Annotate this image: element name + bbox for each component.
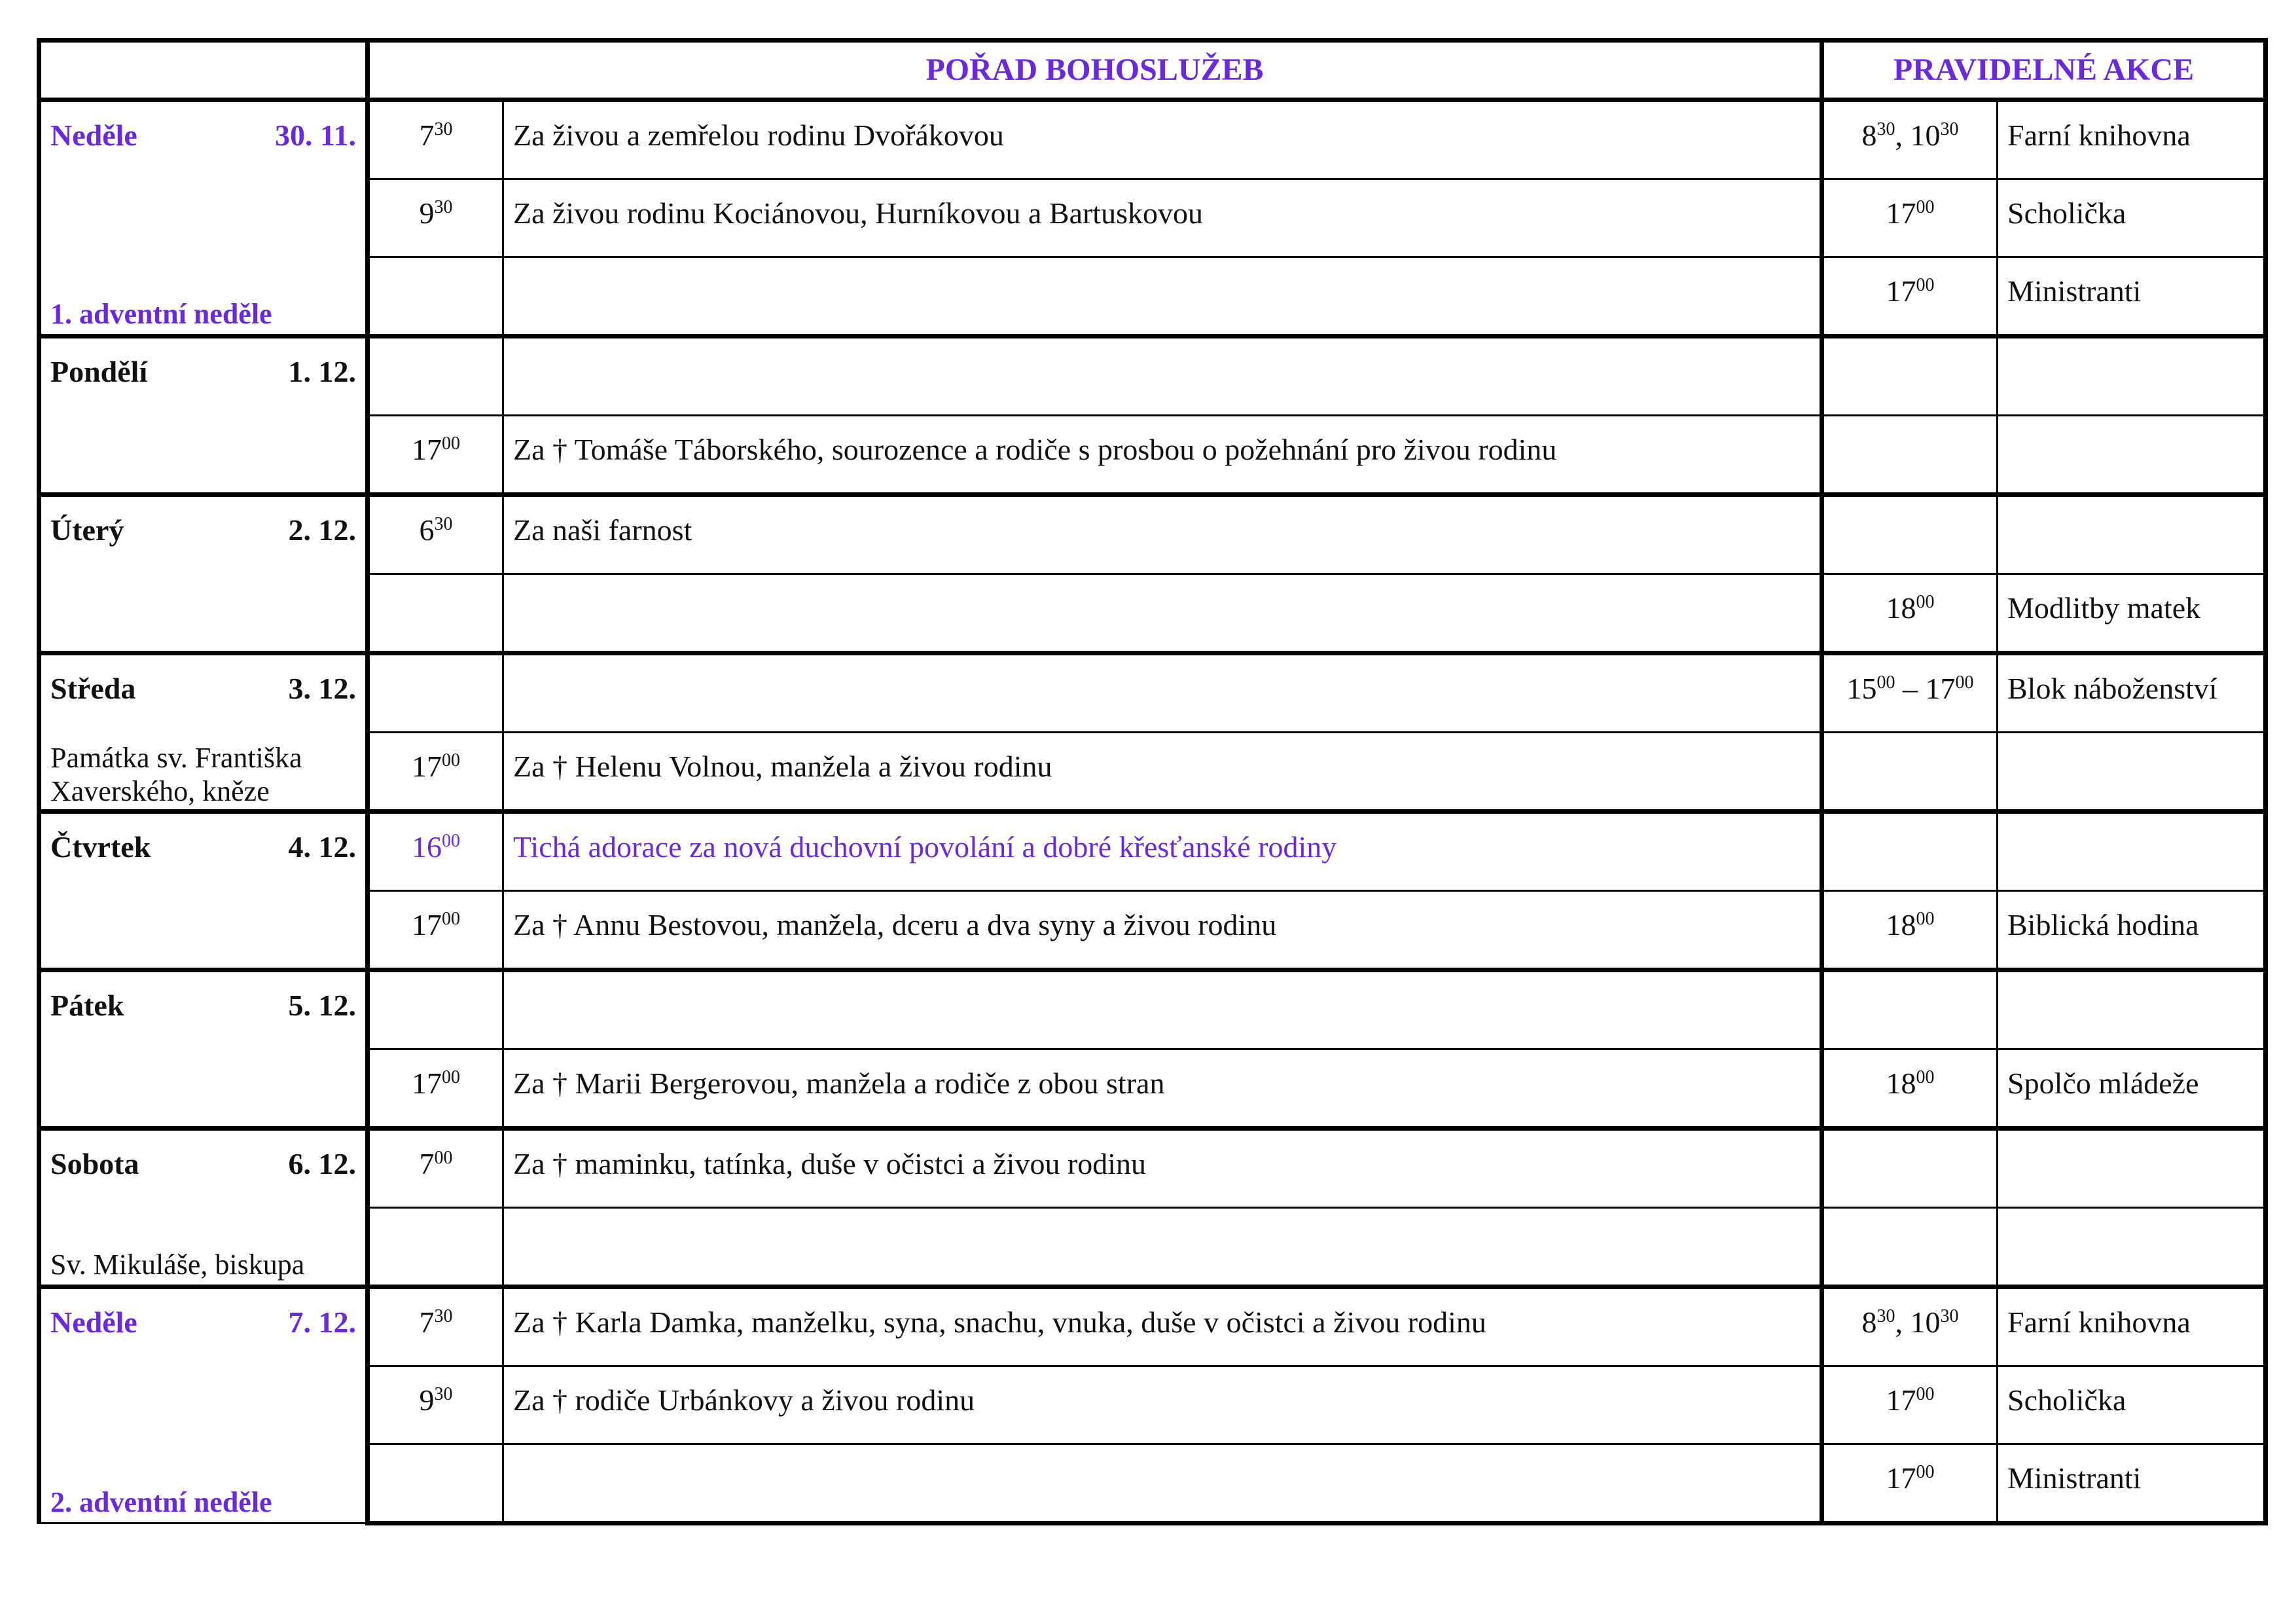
event-name-cell bbox=[1998, 812, 2266, 891]
mass-intention-cell bbox=[503, 653, 1822, 733]
event-name-cell bbox=[1998, 416, 2266, 495]
day-cell bbox=[39, 1129, 368, 1287]
event-time-cell bbox=[1822, 1444, 1998, 1523]
event-time-cell bbox=[1822, 1208, 1998, 1287]
event-time-cell bbox=[1822, 1287, 1998, 1366]
mass-intention-cell: Za † Marii Bergerovou, manžela a rodiče z obou stran bbox=[503, 1049, 1822, 1129]
time-minutes: 00 bbox=[442, 433, 460, 454]
schedule-row bbox=[39, 970, 2266, 1049]
event-time-cell bbox=[1822, 179, 1998, 257]
event-name-cell: Ministranti bbox=[1998, 1444, 2266, 1523]
time-separator: , bbox=[1895, 119, 1910, 152]
time-minutes: 30 bbox=[434, 514, 453, 534]
feast-label: 2. adventní neděle bbox=[50, 1486, 272, 1519]
time-hours: 6 bbox=[419, 513, 435, 547]
time-minutes: 00 bbox=[1916, 1067, 1935, 1087]
time-hours: 17 bbox=[1886, 1461, 1916, 1495]
mass-time-cell bbox=[368, 574, 503, 653]
mass-intention-cell bbox=[503, 257, 1822, 337]
mass-intention-cell bbox=[503, 337, 1822, 416]
schedule-row bbox=[39, 653, 2266, 733]
header-events: PRAVIDELNÉ AKCE bbox=[1822, 41, 2266, 100]
time-separator: – bbox=[1895, 672, 1926, 705]
event-name-cell: Scholička bbox=[1998, 1366, 2266, 1444]
time-hours: 9 bbox=[419, 196, 435, 230]
mass-time-cell bbox=[368, 1208, 503, 1287]
schedule-row bbox=[39, 1287, 2266, 1366]
event-time-cell bbox=[1822, 1129, 1998, 1208]
day-date: 6. 12. bbox=[288, 1147, 356, 1180]
event-time-cell bbox=[1822, 733, 1998, 812]
schedule-row bbox=[39, 891, 2266, 970]
mass-intention-cell: Za † Karla Damka, manželku, syna, snachu, vnuka, duše v očistci a živou rodinu bbox=[503, 1287, 1822, 1366]
time-hours: 8 bbox=[1861, 1305, 1877, 1339]
mass-intention-cell: Za † rodiče Urbánkovy a živou rodinu bbox=[503, 1366, 1822, 1444]
day-name: Čtvrtek bbox=[50, 830, 151, 864]
time-hours: 15 bbox=[1846, 672, 1877, 705]
event-name-cell: Blok náboženství bbox=[1998, 653, 2266, 733]
time-minutes: 30 bbox=[1876, 119, 1895, 139]
day-name: Neděle bbox=[50, 119, 137, 152]
time-minutes: 00 bbox=[1916, 197, 1935, 217]
time-minutes: 00 bbox=[1955, 672, 1974, 693]
time-minutes: 30 bbox=[1940, 1306, 1959, 1326]
time-minutes: 00 bbox=[434, 1148, 453, 1168]
mass-intention-cell: Za živou a zemřelou rodinu Dvořákovou bbox=[503, 100, 1822, 179]
day-cell bbox=[39, 495, 368, 653]
time-hours: 18 bbox=[1886, 1067, 1916, 1100]
mass-intention-cell: Za naši farnost bbox=[503, 495, 1822, 574]
time-hours: 16 bbox=[412, 830, 442, 864]
schedule-row bbox=[39, 100, 2266, 179]
day-cell bbox=[39, 812, 368, 970]
time-minutes: 00 bbox=[442, 831, 460, 851]
mass-intention-cell bbox=[503, 574, 1822, 653]
day-name: Pondělí bbox=[50, 355, 148, 388]
event-name-cell: Farní knihovna bbox=[1998, 1287, 2266, 1366]
mass-time-cell bbox=[368, 1444, 503, 1523]
day-name: Středa bbox=[50, 672, 136, 705]
time-hours: 18 bbox=[1886, 908, 1916, 941]
schedule-row bbox=[39, 1129, 2266, 1208]
event-name-cell: Ministranti bbox=[1998, 257, 2266, 337]
schedule-page bbox=[37, 38, 2263, 1525]
time-minutes: 00 bbox=[1916, 1384, 1935, 1404]
day-date: 1. 12. bbox=[288, 355, 356, 388]
header-schedule: POŘAD BOHOSLUŽEB bbox=[368, 41, 1822, 100]
schedule-body bbox=[39, 41, 2266, 1523]
schedule-row bbox=[39, 1208, 2266, 1287]
mass-intention-cell bbox=[503, 970, 1822, 1049]
mass-time-cell bbox=[368, 1049, 503, 1129]
mass-time-cell bbox=[368, 1287, 503, 1366]
time-hours: 7 bbox=[419, 1305, 435, 1339]
time-minutes: 30 bbox=[434, 1384, 453, 1404]
mass-time-cell bbox=[368, 1366, 503, 1444]
time-hours: 8 bbox=[1861, 119, 1877, 152]
time-hours: 18 bbox=[1886, 591, 1916, 625]
day-cell bbox=[39, 653, 368, 812]
feast-label: Sv. Mikuláše, biskupa bbox=[50, 1249, 305, 1281]
mass-time-cell bbox=[368, 970, 503, 1049]
mass-time-cell bbox=[368, 812, 503, 891]
time-separator: , bbox=[1895, 1305, 1910, 1339]
event-name-cell: Farní knihovna bbox=[1998, 100, 2266, 179]
mass-intention-cell: Za † Annu Bestovou, manžela, dceru a dva syny a živou rodinu bbox=[503, 891, 1822, 970]
mass-time-cell bbox=[368, 1129, 503, 1208]
mass-intention-cell: Za † maminku, tatínka, duše v očistci a živou rodinu bbox=[503, 1129, 1822, 1208]
time-hours: 17 bbox=[412, 908, 442, 941]
mass-intention-cell: Za živou rodinu Kociánovou, Hurníkovou a Bartuskovou bbox=[503, 179, 1822, 257]
schedule-row bbox=[39, 733, 2266, 812]
event-time-cell bbox=[1822, 1049, 1998, 1129]
event-time-cell bbox=[1822, 812, 1998, 891]
schedule-row bbox=[39, 257, 2266, 337]
event-name-cell bbox=[1998, 337, 2266, 416]
event-name-cell bbox=[1998, 495, 2266, 574]
mass-intention-cell: Za † Tomáše Táborského, sourozence a rodiče s prosbou o požehnání pro živou rodinu bbox=[503, 416, 1822, 495]
event-name-cell bbox=[1998, 970, 2266, 1049]
schedule-table bbox=[37, 38, 2268, 1525]
event-name-cell: Biblická hodina bbox=[1998, 891, 2266, 970]
time-minutes: 00 bbox=[442, 909, 460, 929]
time-hours: 17 bbox=[412, 750, 442, 783]
event-time-cell bbox=[1822, 891, 1998, 970]
time-minutes: 30 bbox=[1876, 1306, 1895, 1326]
time-hours: 17 bbox=[412, 1067, 442, 1100]
day-date: 30. 11. bbox=[275, 119, 356, 152]
feast-label: Památka sv. Františka Xaverského, kněze bbox=[50, 742, 302, 807]
event-name-cell bbox=[1998, 1129, 2266, 1208]
mass-time-cell bbox=[368, 416, 503, 495]
header-blank-cell bbox=[39, 41, 368, 100]
schedule-row bbox=[39, 1444, 2266, 1523]
time-minutes: 30 bbox=[434, 1306, 453, 1326]
day-cell bbox=[39, 337, 368, 495]
schedule-row bbox=[39, 1049, 2266, 1129]
event-name-cell: Modlitby matek bbox=[1998, 574, 2266, 653]
event-time-cell bbox=[1822, 574, 1998, 653]
mass-time-cell bbox=[368, 891, 503, 970]
time-hours: 10 bbox=[1910, 119, 1941, 152]
time-minutes: 30 bbox=[434, 197, 453, 217]
day-name: Sobota bbox=[50, 1147, 139, 1180]
event-time-cell bbox=[1822, 970, 1998, 1049]
mass-time-cell bbox=[368, 257, 503, 337]
schedule-row bbox=[39, 1366, 2266, 1444]
time-minutes: 00 bbox=[1916, 1462, 1935, 1482]
time-minutes: 30 bbox=[434, 119, 453, 139]
mass-intention-cell: Za † Helenu Volnou, manžela a živou rodinu bbox=[503, 733, 1822, 812]
day-cell bbox=[39, 100, 368, 337]
schedule-row bbox=[39, 812, 2266, 891]
header-row bbox=[39, 41, 2266, 100]
day-cell bbox=[39, 970, 368, 1129]
time-minutes: 30 bbox=[1940, 119, 1959, 139]
event-name-cell: Spolčo mládeže bbox=[1998, 1049, 2266, 1129]
time-hours: 17 bbox=[1886, 196, 1916, 230]
day-date: 2. 12. bbox=[288, 513, 356, 547]
time-minutes: 00 bbox=[442, 750, 460, 771]
event-time-cell bbox=[1822, 337, 1998, 416]
event-time-cell bbox=[1822, 1366, 1998, 1444]
event-name-cell bbox=[1998, 733, 2266, 812]
schedule-row bbox=[39, 337, 2266, 416]
event-time-cell bbox=[1822, 495, 1998, 574]
mass-time-cell bbox=[368, 179, 503, 257]
mass-time-cell bbox=[368, 495, 503, 574]
event-name-cell: Scholička bbox=[1998, 179, 2266, 257]
mass-intention-cell: Tichá adorace za nová duchovní povolání a dobré křesťanské rodiny bbox=[503, 812, 1822, 891]
day-date: 3. 12. bbox=[288, 672, 356, 705]
event-time-cell bbox=[1822, 100, 1998, 179]
time-hours: 17 bbox=[1925, 672, 1956, 705]
event-time-cell bbox=[1822, 257, 1998, 337]
time-hours: 17 bbox=[1886, 274, 1916, 308]
time-minutes: 00 bbox=[1876, 672, 1895, 693]
schedule-row bbox=[39, 574, 2266, 653]
mass-time-cell bbox=[368, 100, 503, 179]
time-hours: 10 bbox=[1910, 1305, 1941, 1339]
day-date: 4. 12. bbox=[288, 830, 356, 864]
day-date: 5. 12. bbox=[288, 989, 356, 1022]
time-hours: 9 bbox=[419, 1383, 435, 1417]
time-minutes: 00 bbox=[442, 1067, 460, 1087]
mass-intention-cell bbox=[503, 1208, 1822, 1287]
day-name: Pátek bbox=[50, 989, 124, 1022]
time-hours: 17 bbox=[412, 433, 442, 466]
schedule-row bbox=[39, 416, 2266, 495]
mass-time-cell bbox=[368, 653, 503, 733]
time-hours: 7 bbox=[419, 1147, 435, 1180]
time-hours: 17 bbox=[1886, 1383, 1916, 1417]
day-cell bbox=[39, 1287, 368, 1523]
mass-time-cell bbox=[368, 733, 503, 812]
day-date: 7. 12. bbox=[288, 1305, 356, 1339]
schedule-row bbox=[39, 495, 2266, 574]
schedule-row bbox=[39, 179, 2266, 257]
event-time-cell bbox=[1822, 416, 1998, 495]
day-name: Neděle bbox=[50, 1305, 137, 1339]
day-name: Úterý bbox=[50, 513, 124, 547]
mass-intention-cell bbox=[503, 1444, 1822, 1523]
event-time-cell bbox=[1822, 653, 1998, 733]
time-minutes: 00 bbox=[1916, 909, 1935, 929]
time-minutes: 00 bbox=[1916, 592, 1935, 612]
time-minutes: 00 bbox=[1916, 275, 1935, 295]
time-hours: 7 bbox=[419, 119, 435, 152]
event-name-cell bbox=[1998, 1208, 2266, 1287]
feast-label: 1. adventní neděle bbox=[50, 298, 272, 331]
mass-time-cell bbox=[368, 337, 503, 416]
